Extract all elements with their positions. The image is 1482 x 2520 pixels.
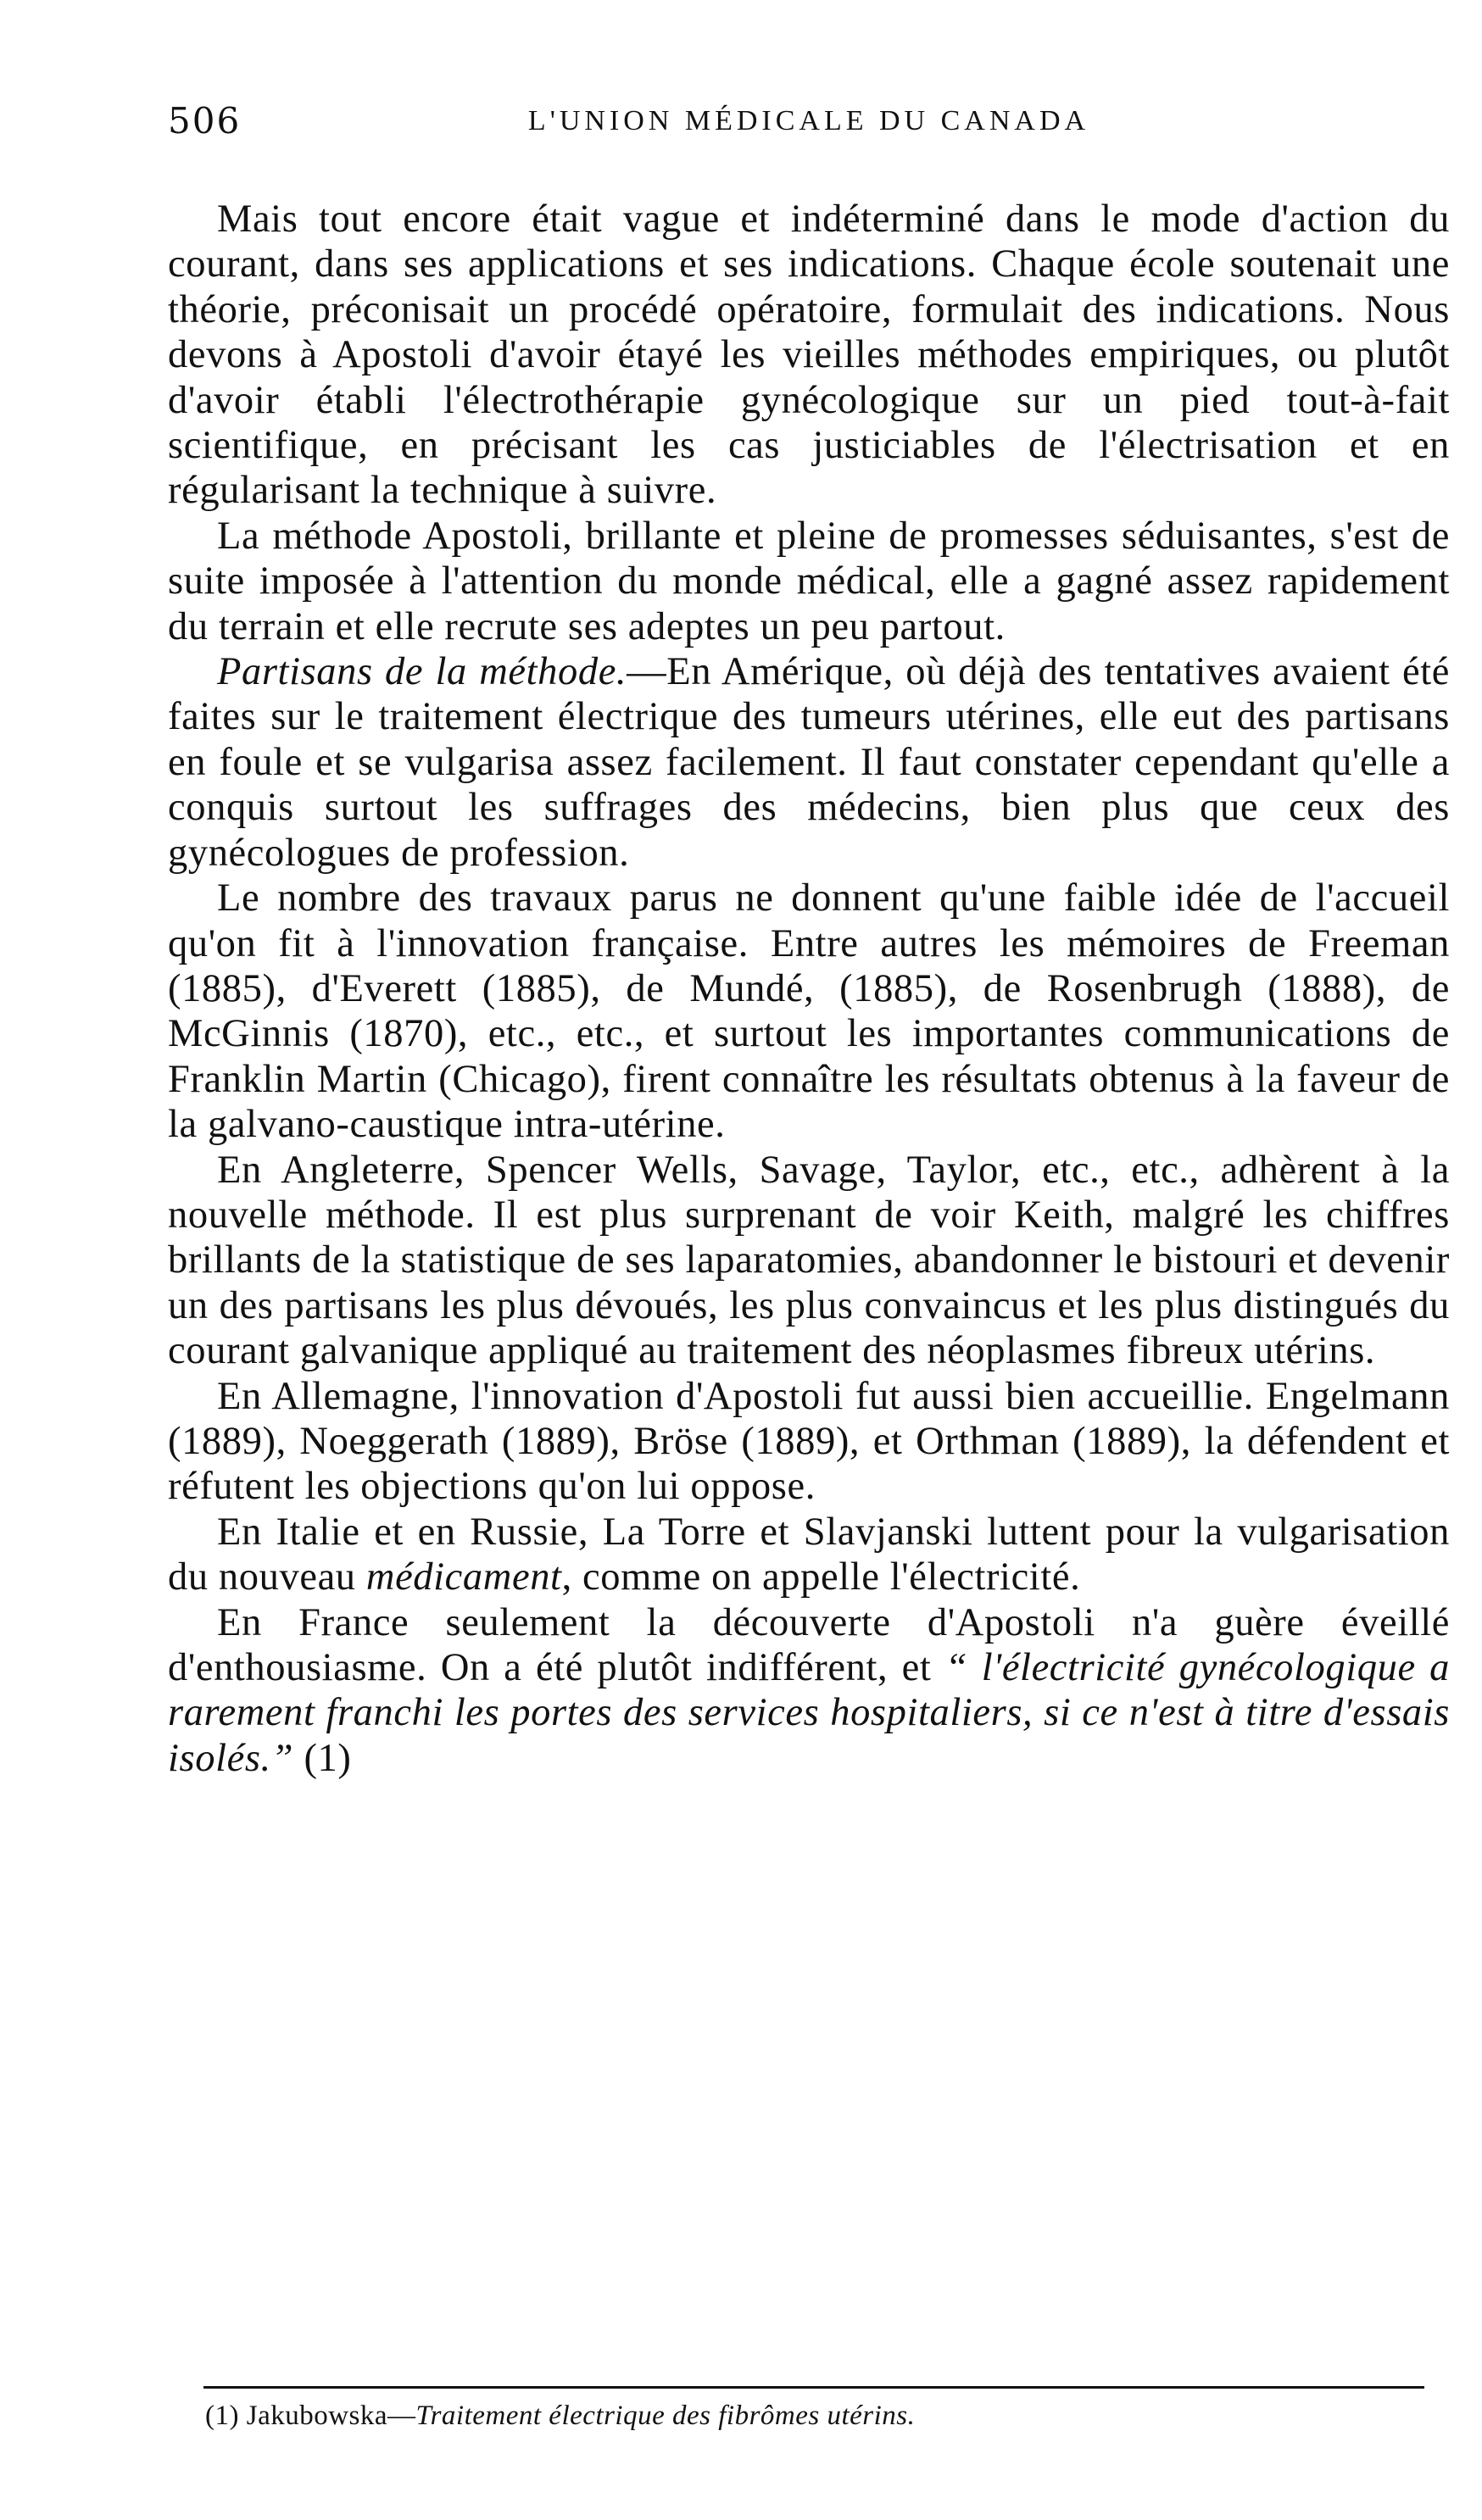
paragraph: Le nombre des travaux parus ne donnent qu'une faible idée de l'accueil qu'on fit à l'innovation française. Entre autres les mémoires de Freeman (1885), d'Everett (1885), de Mundé, (1885), de Rosenbrugh (1888), de McGinnis (1870), etc., etc., et surtout les importantes communications de Franklin Martin (Chicago), firent connaître les résultats obtenus à la faveur de la galvano-caustique intra-utérine. [168,876,1450,1147]
footnote [205,2399,1426,2433]
footnote-author: Jakubowska— [246,2400,416,2431]
running-title: L'UNION MÉDICALE DU CANADA [527,105,1090,136]
paragraph: En Italie et en Russie, La Torre et Slavjanski luttent pour la vulgarisation du nouveau médicament, comme on appelle l'électricité. [168,1510,1450,1599]
running-header [168,100,1450,154]
paragraph: Mais tout encore était vague et indéterminé dans le mode d'action du courant, dans ses applications et ses indications. Chaque école soutenait une théorie, préconisait un procédé opératoire, formulait des indications. Nous devons à Apostoli d'avoir étayé les vieilles méthodes empiriques, ou plutôt d'avoir établi l'électrothérapie gynécologique sur un pied tout-à-fait scientifique, en précisant les cas justiciables de l'électrisation et en régularisant la technique à suivre. [168,197,1450,513]
footnote-reference: (1) [293,1736,352,1780]
article-body [168,197,1450,1781]
quotation: “ l'électricité gynécologique a rarement franchi les portes des services hospitaliers, si ce n'est à titre d'essais isolés.” [168,1646,1450,1780]
page-number: 506 [168,100,242,142]
footnote-title: Traitement électrique des fibrômes utérins. [415,2400,916,2431]
footnote-marker: (1) [205,2400,239,2431]
paragraph: La méthode Apostoli, brillante et pleine de promesses séduisantes, s'est de suite imposée à l'attention du monde médical, elle a gagné assez rapidement du terrain et elle recrute ses adeptes un peu partout. [168,514,1450,648]
emphasized-term: médicament [365,1555,562,1599]
section-lead-in: Partisans de la méthode. [217,650,627,694]
paragraph: Partisans de la méthode.—En Amérique, où déjà des tentatives avaient été faites sur le traitement électrique des tumeurs utérines, elle eut des partisans en foule et se vulgarisa assez facilement. Il faut constater cependant qu'elle a conquis surtout les suffrages des médecins, bien plus que ceux des gynécologues de profession. [168,650,1450,875]
paragraph: En Angleterre, Spencer Wells, Savage, Taylor, etc., etc., adhèrent à la nouvelle méthode. Il est plus surprenant de voir Keith, malgré les chiffres brillants de la statistique de ses laparatomies, abandonner le bistouri et devenir un des partisans les plus dévoués, les plus convaincus et les plus distingués du courant galvanique appliqué au traitement des néoplasmes fibreux utérins. [168,1148,1450,1373]
paragraph: En Allemagne, l'innovation d'Apostoli fut aussi bien accueillie. Engelmann (1889), Noeggerath (1889), Bröse (1889), et Orthman (1889), la défendent et réfutent les objections qu'on lui oppose. [168,1374,1450,1509]
footnote-divider [203,2386,1424,2389]
paragraph: En France seulement la découverte d'Apostoli n'a guère éveillé d'enthousiasme. On a été plutôt indifférent, et “ l'électricité gynécologique a rarement franchi les portes des services hospitaliers, si ce n'est à titre d'essais isolés.” (1) [168,1600,1450,1780]
